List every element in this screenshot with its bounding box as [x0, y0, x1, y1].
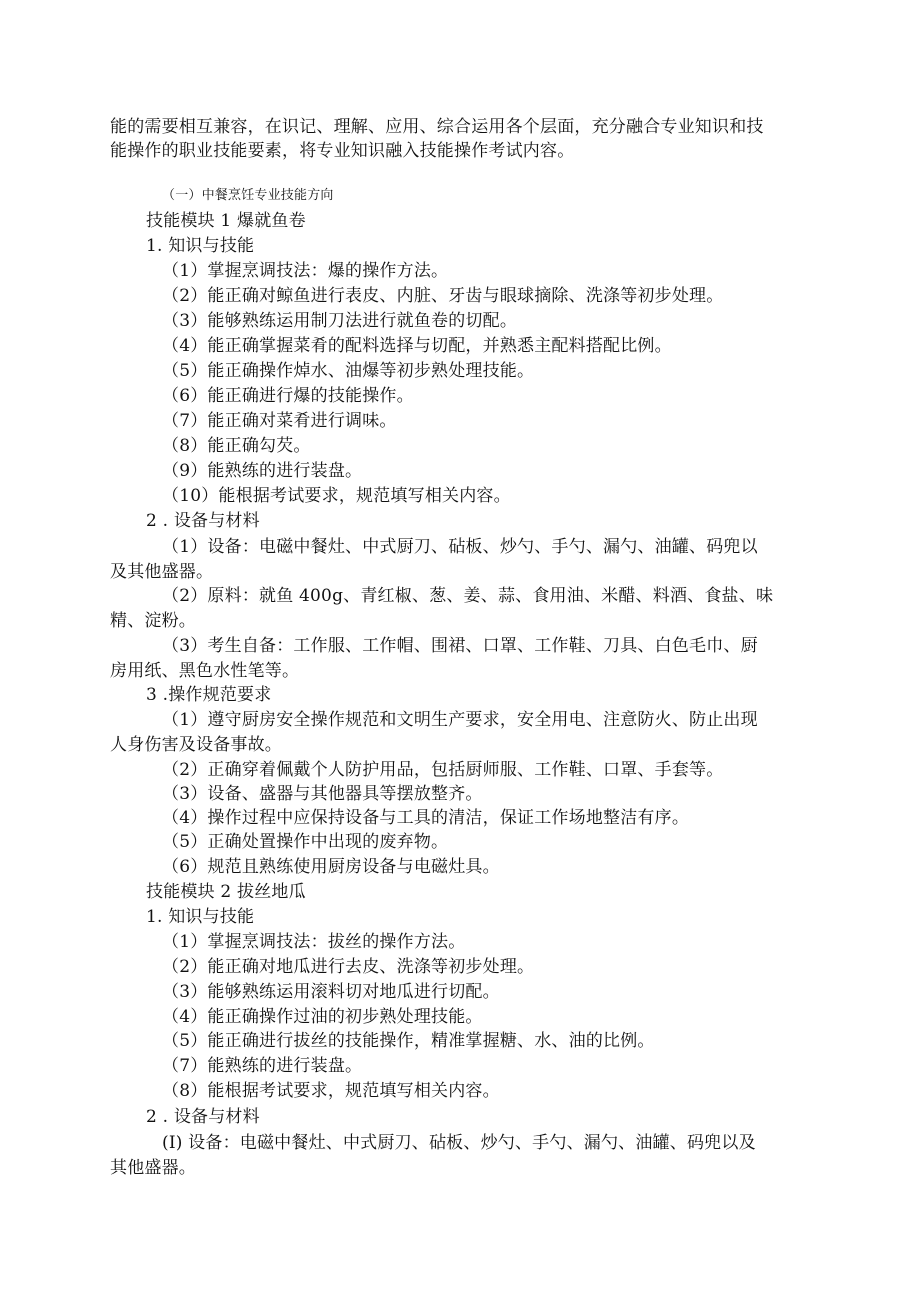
module-1-knowledge-item: （6）能正确进行爆的技能操作。: [162, 386, 414, 406]
module-1-knowledge-item: （8）能正确勾芡。: [162, 436, 311, 456]
module-1-knowledge-item: （3）能够熟练运用制刀法进行就鱼卷的切配。: [162, 311, 518, 331]
module-1-operation-item: （6）规范且熟练使用厨房设备与电磁灶具。: [162, 857, 500, 877]
section-heading: （一）中餐烹饪专业技能方向: [162, 188, 334, 203]
module-1-knowledge-item: （10）能根据考试要求，规范填写相关内容。: [162, 486, 511, 506]
module-1-knowledge-item: （9）能熟练的进行装盘。: [162, 461, 363, 481]
module-2-knowledge-item: （4）能正确操作过油的初步熟处理技能。: [162, 1007, 483, 1027]
module-1-knowledge-item: （1）掌握烹调技法：爆的操作方法。: [162, 261, 449, 281]
module-2-knowledge-item: （5）能正确进行拔丝的技能操作，精准掌握糖、水、油的比例。: [162, 1031, 655, 1051]
module-1-equipment-item-cont: 及其他盛器。: [110, 562, 214, 582]
module-1-knowledge-item: （4）能正确掌握菜肴的配料选择与切配，并熟悉主配料搭配比例。: [162, 336, 672, 356]
module-1-operation-item: （2）正确穿着佩戴个人防护用品，包括厨师服、工作鞋、口罩、手套等。: [162, 760, 724, 780]
module-1-knowledge-item: （2）能正确对鲸鱼进行表皮、内脏、牙齿与眼球摘除、洗涤等初步处理。: [162, 286, 724, 306]
module-1-equipment-heading: 2 . 设备与材料: [146, 511, 260, 531]
module-1-equipment-item: （3）考生自备：工作服、工作帽、围裙、口罩、工作鞋、刀具、白色毛巾、厨: [162, 636, 758, 656]
module-1-knowledge-item: （5）能正确操作焯水、油爆等初步熟处理技能。: [162, 361, 535, 381]
module-2-knowledge-item: （1）掌握烹调技法：拔丝的操作方法。: [162, 932, 466, 952]
intro-line-2: 能操作的职业技能要素，将专业知识融入技能操作考试内容。: [110, 141, 575, 161]
module-1-equipment-item: （2）原料：就鱼 400g、青红椒、葱、姜、蒜、食用油、米醋、料酒、食盐、味: [162, 586, 774, 606]
module-1-operation-heading: 3 .操作规范要求: [146, 685, 272, 705]
module-2-knowledge-item: （8）能根据考试要求，规范填写相关内容。: [162, 1081, 500, 1101]
module-2-title: 技能模块 2 拔丝地瓜: [146, 882, 306, 902]
module-1-operation-item: （4）操作过程中应保持设备与工具的清洁，保证工作场地整洁有序。: [162, 808, 690, 828]
module-2-knowledge-item: （7）能熟练的进行装盘。: [162, 1056, 363, 1076]
module-1-knowledge-heading: 1. 知识与技能: [146, 236, 255, 256]
module-2-knowledge-item: （2）能正确对地瓜进行去皮、洗涤等初步处理。: [162, 957, 535, 977]
module-1-operation-item: （5）正确处置操作中出现的废弃物。: [162, 832, 449, 852]
module-2-knowledge-heading: 1. 知识与技能: [146, 907, 255, 927]
module-1-operation-item: （3）设备、盛器与其他器具等摆放整齐。: [162, 784, 483, 804]
module-2-knowledge-item: （3）能够熟练运用滚料切对地瓜进行切配。: [162, 982, 500, 1002]
intro-line-1: 能的需要相互兼容，在识记、理解、应用、综合运用各个层面，充分融合专业知识和技: [110, 117, 764, 137]
module-2-equipment-heading: 2 . 设备与材料: [146, 1107, 260, 1127]
module-1-equipment-item: （1）设备：电磁中餐灶、中式厨刀、砧板、炒勺、手勺、漏勺、油罐、码兜以: [162, 537, 758, 557]
module-1-operation-item: （1）遵守厨房安全操作规范和文明生产要求，安全用电、注意防火、防止出现: [162, 710, 758, 730]
module-1-equipment-item-cont: 精、淀粉。: [110, 611, 196, 631]
module-1-operation-item-cont: 人身伤害及设备事故。: [110, 735, 282, 755]
module-1-title: 技能模块 1 爆就鱼卷: [146, 211, 306, 231]
module-2-equipment-item: (I) 设备：电磁中餐灶、中式厨刀、砧板、炒勺、手勺、漏勺、油罐、码兜以及: [162, 1133, 756, 1153]
module-1-equipment-item-cont: 房用纸、黑色水性笔等。: [110, 661, 300, 681]
module-2-equipment-item-cont: 其他盛器。: [110, 1158, 196, 1178]
module-1-knowledge-item: （7）能正确对菜肴进行调味。: [162, 411, 397, 431]
